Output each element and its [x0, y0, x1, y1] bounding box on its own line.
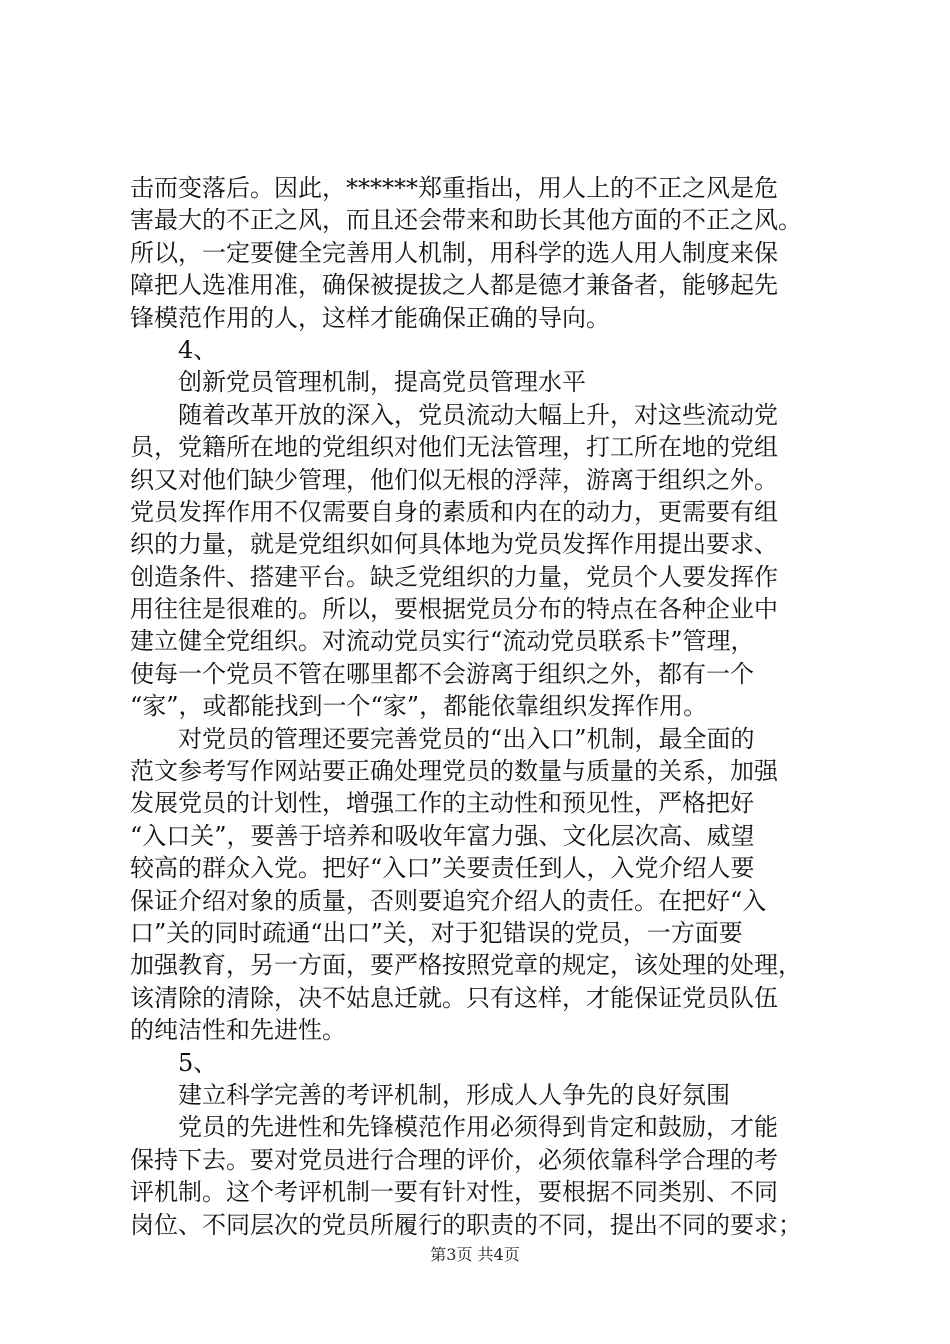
text-line: 员，党籍所在地的党组织对他们无法管理，打工所在地的党组	[130, 433, 778, 462]
text-line: 对党员的管理还要完善党员的“出入口”机制，最全面的	[178, 724, 755, 753]
text-line: 创造条件、搭建平台。缺乏党组织的力量，党员个人要发挥作	[130, 562, 778, 591]
text-line: 织又对他们缺少管理，他们似无根的浮萍，游离于组织之外。	[130, 465, 778, 494]
text-line: 创新党员管理机制，提高党员管理水平	[178, 368, 586, 397]
text-line: 障把人选准用准，确保被提拔之人都是德才兼备者，能够起先	[130, 271, 778, 300]
text-line: “入口关”，要善于培养和吸收年富力强、文化层次高、威望	[130, 821, 755, 850]
text-line: 发展党员的计划性，增强工作的主动性和预见性，严格把好	[130, 789, 754, 818]
text-line: 建立健全党组织。对流动党员实行“流动党员联系卡”管理，	[130, 627, 755, 656]
text-line: 害最大的不正之风，而且还会带来和助长其他方面的不正之风。	[130, 206, 802, 235]
text-line: 使每一个党员不管在哪里都不会游离于组织之外，都有一个	[130, 659, 754, 688]
text-line: 该清除的清除，决不姑息迁就。只有这样，才能保证党员队伍	[130, 983, 778, 1012]
text-line: “家”，或都能找到一个“家”，都能依靠组织发挥作用。	[130, 692, 708, 721]
text-line: 保持下去。要对党员进行合理的评价，必须依靠科学合理的考	[130, 1145, 778, 1174]
text-line: 用往往是很难的。所以，要根据党员分布的特点在各种企业中	[130, 595, 778, 624]
text-line: 的纯洁性和先进性。	[130, 1016, 346, 1045]
page-footer: 第3页 共4页	[430, 1245, 520, 1264]
text-line: 建立科学完善的考评机制，形成人人争先的良好氛围	[178, 1080, 730, 1109]
document-body	[130, 172, 830, 1241]
text-line: 5、	[178, 1048, 218, 1077]
text-line: 党员发挥作用不仅需要自身的素质和内在的动力，更需要有组	[130, 497, 778, 526]
text-line: 4、	[178, 335, 218, 364]
text-line: 所以，一定要健全完善用人机制，用科学的选人用人制度来保	[130, 238, 778, 267]
text-line: 加强教育，另一方面，要严格按照党章的规定，该处理的处理，	[130, 951, 802, 980]
text-line: 党员的先进性和先锋模范作用必须得到肯定和鼓励，才能	[178, 1113, 778, 1142]
text-line: 随着改革开放的深入，党员流动大幅上升，对这些流动党	[178, 400, 778, 429]
text-line: 较高的群众入党。把好“入口”关要责任到人，入党介绍人要	[130, 854, 755, 883]
text-line: 锋模范作用的人，这样才能确保正确的导向。	[130, 303, 610, 332]
text-line: 织的力量，就是党组织如何具体地为党员发挥作用提出要求、	[130, 530, 778, 559]
text-line: 岗位、不同层次的党员所履行的职责的不同，提出不同的要求；	[130, 1210, 802, 1239]
text-line: 口”关的同时疏通“出口”关，对于犯错误的党员，一方面要	[130, 918, 743, 947]
text-line: 击而变落后。因此，******郑重指出，用人上的不正之风是危	[130, 174, 778, 202]
text-line: 保证介绍对象的质量，否则要追究介绍人的责任。在把好“入	[130, 886, 767, 915]
text-line: 评机制。这个考评机制一要有针对性，要根据不同类别、不同	[130, 1178, 778, 1207]
text-line: 范文参考写作网站要正确处理党员的数量与质量的关系，加强	[130, 757, 778, 786]
